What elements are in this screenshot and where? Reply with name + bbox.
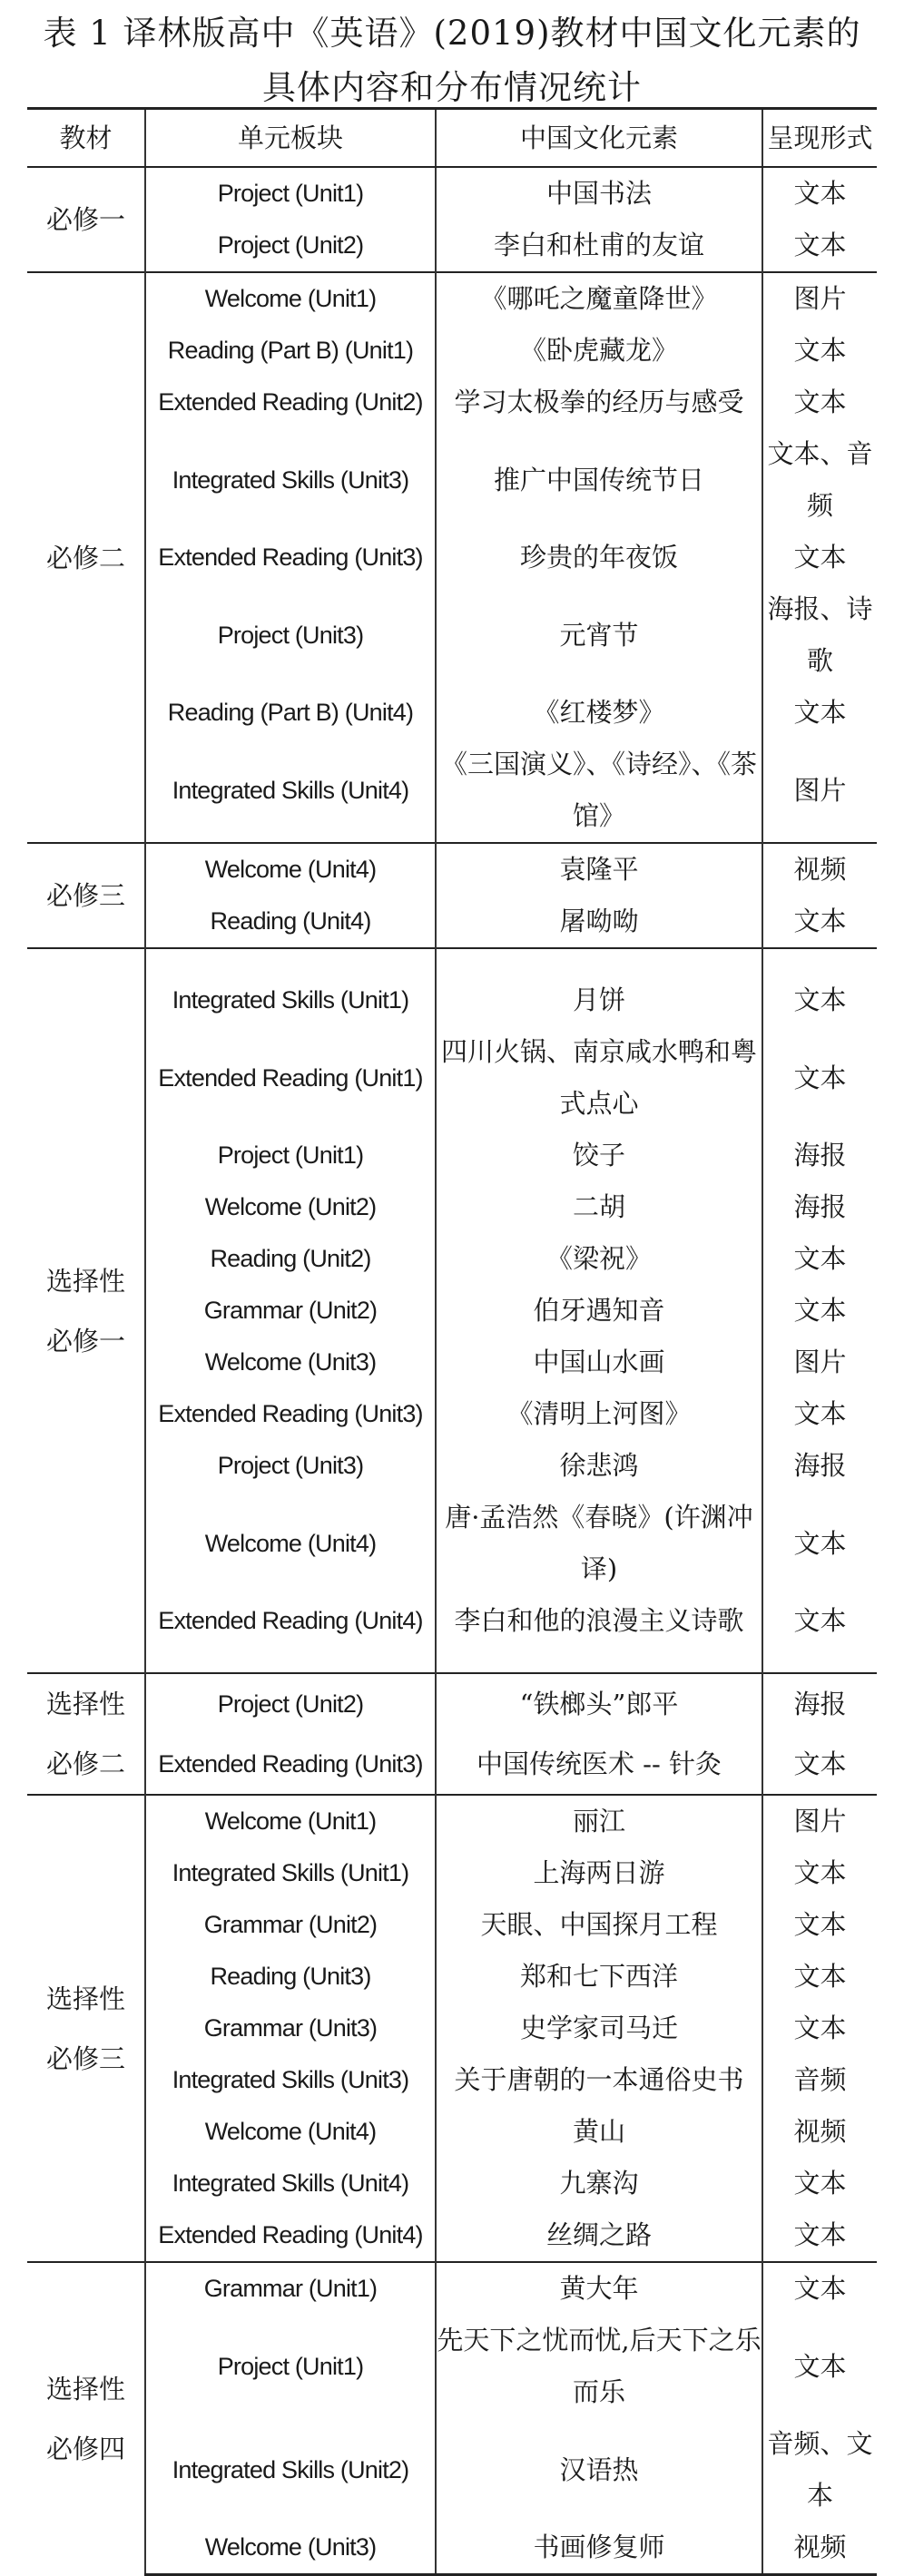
presentation-form-cell: 文本 (762, 220, 877, 272)
culture-element-cell: 九寨沟 (436, 2158, 762, 2209)
unit-cell: Project (Unit1) (145, 2315, 436, 2418)
textbook-name-text: 必修三 (45, 880, 125, 911)
presentation-form-cell: 文本 (762, 1951, 877, 2003)
culture-element-cell: 汉语热 (436, 2418, 762, 2522)
unit-cell: Project (Unit2) (145, 220, 436, 272)
table-row (27, 2054, 877, 2106)
culture-element-cell: “铁榔头”郎平 (436, 1673, 762, 1734)
header-presentation-form: 呈现形式 (762, 109, 877, 168)
culture-element-cell: 屠呦呦 (436, 896, 762, 948)
culture-element-cell: 学习太极拳的经历与感受 (436, 377, 762, 428)
table-row (27, 2106, 877, 2158)
table-row (27, 1233, 877, 1285)
textbook-name-text: 选择性必修四 (45, 2373, 125, 2464)
presentation-form-cell: 文本 (762, 1026, 877, 1130)
unit-cell: Reading (Unit2) (145, 1233, 436, 1285)
culture-element-cell: 中国山水画 (436, 1337, 762, 1388)
table-body (27, 167, 877, 2575)
culture-element-cell: 袁隆平 (436, 843, 762, 896)
table-row (27, 1795, 877, 1847)
presentation-form-cell: 视频 (762, 2522, 877, 2575)
presentation-form-cell: 文本 (762, 1233, 877, 1285)
textbook-name (27, 948, 145, 1673)
unit-cell: Extended Reading (Unit2) (145, 377, 436, 428)
unit-cell: Welcome (Unit3) (145, 2522, 436, 2575)
table-row (27, 1673, 877, 1734)
culture-element-cell: 徐悲鸿 (436, 1440, 762, 1492)
table-row (27, 1181, 877, 1233)
culture-element-cell: 李白和杜甫的友谊 (436, 220, 762, 272)
header-culture-element: 中国文化元素 (436, 109, 762, 168)
presentation-form-cell: 文本 (762, 377, 877, 428)
table-row (27, 843, 877, 896)
culture-element-cell: 四川火锅、南京咸水鸭和粤式点心 (436, 1026, 762, 1130)
table-row (27, 739, 877, 843)
culture-element-cell: 二胡 (436, 1181, 762, 1233)
culture-element-cell: 《梁祝》 (436, 1233, 762, 1285)
spacer-row (27, 948, 877, 975)
culture-element-cell: 唐·孟浩然《春晓》(许渊冲译) (436, 1492, 762, 1595)
presentation-form-cell: 海报、诗歌 (762, 583, 877, 687)
presentation-form-cell: 文本 (762, 1847, 877, 1899)
table-row (27, 896, 877, 948)
table-row (27, 1130, 877, 1181)
unit-cell: Welcome (Unit4) (145, 2106, 436, 2158)
presentation-form-cell: 音频、文本 (762, 2418, 877, 2522)
table-row (27, 1440, 877, 1492)
unit-cell: Reading (Unit3) (145, 1951, 436, 2003)
culture-element-cell: 丝绸之路 (436, 2209, 762, 2262)
spacer-cell (762, 948, 877, 975)
culture-element-cell: 中国书法 (436, 167, 762, 220)
culture-element-cell: 先天下之忧而忧,后天下之乐而乐 (436, 2315, 762, 2418)
unit-cell: Project (Unit1) (145, 167, 436, 220)
textbook-name-text: 选择性必修一 (45, 1265, 125, 1357)
presentation-form-cell: 文本 (762, 2158, 877, 2209)
unit-cell: Welcome (Unit2) (145, 1181, 436, 1233)
spacer-cell (762, 1647, 877, 1673)
unit-cell: Reading (Part B) (Unit1) (145, 325, 436, 377)
unit-cell: Project (Unit2) (145, 1673, 436, 1734)
culture-element-cell: 饺子 (436, 1130, 762, 1181)
table-row (27, 1595, 877, 1647)
textbook-name-text: 选择性必修三 (45, 1983, 125, 2074)
presentation-form-cell: 文本 (762, 1734, 877, 1795)
presentation-form-cell: 文本 (762, 2003, 877, 2054)
table-row (27, 975, 877, 1026)
presentation-form-cell: 海报 (762, 1440, 877, 1492)
presentation-form-cell: 文本 (762, 975, 877, 1026)
presentation-form-cell: 图片 (762, 739, 877, 843)
table-row (27, 220, 877, 272)
culture-element-cell: 珍贵的年夜饭 (436, 532, 762, 583)
presentation-form-cell: 图片 (762, 1337, 877, 1388)
presentation-form-cell: 海报 (762, 1673, 877, 1734)
textbook-name (27, 1673, 145, 1795)
table-row (27, 1951, 877, 2003)
unit-cell: Reading (Part B) (Unit4) (145, 687, 436, 739)
presentation-form-cell: 视频 (762, 843, 877, 896)
presentation-form-cell: 文本 (762, 1899, 877, 1951)
presentation-form-cell: 音频 (762, 2054, 877, 2106)
culture-element-cell: 推广中国传统节日 (436, 428, 762, 532)
table-row (27, 325, 877, 377)
culture-element-cell: 李白和他的浪漫主义诗歌 (436, 1595, 762, 1647)
culture-element-cell: 伯牙遇知音 (436, 1285, 762, 1337)
textbook-name (27, 272, 145, 843)
culture-element-cell: 书画修复师 (436, 2522, 762, 2575)
presentation-form-cell: 图片 (762, 1795, 877, 1847)
culture-element-cell: 关于唐朝的一本通俗史书 (436, 2054, 762, 2106)
textbook-name-text: 必修一 (45, 204, 125, 235)
presentation-form-cell: 图片 (762, 272, 877, 325)
unit-cell: Welcome (Unit1) (145, 272, 436, 325)
unit-cell: Project (Unit3) (145, 1440, 436, 1492)
textbook-name (27, 1795, 145, 2262)
table-row (27, 1492, 877, 1595)
unit-cell: Grammar (Unit1) (145, 2262, 436, 2315)
unit-cell: Integrated Skills (Unit4) (145, 739, 436, 843)
unit-cell: Reading (Unit4) (145, 896, 436, 948)
textbook-name-text: 必修二 (45, 542, 125, 573)
unit-cell: Extended Reading (Unit4) (145, 1595, 436, 1647)
unit-cell: Welcome (Unit1) (145, 1795, 436, 1847)
table-row (27, 2262, 877, 2315)
table-row (27, 2418, 877, 2522)
table-row (27, 1734, 877, 1795)
culture-element-cell: 《清明上河图》 (436, 1388, 762, 1440)
presentation-form-cell: 海报 (762, 1181, 877, 1233)
table-row (27, 272, 877, 325)
unit-cell: Extended Reading (Unit4) (145, 2209, 436, 2262)
presentation-form-cell: 文本 (762, 1285, 877, 1337)
presentation-form-cell: 文本 (762, 325, 877, 377)
presentation-form-cell: 文本 (762, 1595, 877, 1647)
unit-cell: Extended Reading (Unit1) (145, 1026, 436, 1130)
textbook-name-text: 选择性必修二 (45, 1689, 125, 1779)
presentation-form-cell: 文本 (762, 167, 877, 220)
table-row (27, 1026, 877, 1130)
unit-cell: Welcome (Unit3) (145, 1337, 436, 1388)
unit-cell: Integrated Skills (Unit3) (145, 2054, 436, 2106)
header-textbook: 教材 (27, 109, 145, 168)
unit-cell: Integrated Skills (Unit1) (145, 975, 436, 1026)
table-row (27, 1388, 877, 1440)
table-row (27, 1337, 877, 1388)
unit-cell: Integrated Skills (Unit1) (145, 1847, 436, 1899)
presentation-form-cell: 文本 (762, 2315, 877, 2418)
spacer-row (27, 1647, 877, 1673)
culture-element-cell: 中国传统医术 -- 针灸 (436, 1734, 762, 1795)
header-unit: 单元板块 (145, 109, 436, 168)
textbook-name (27, 2262, 145, 2575)
table-row (27, 1847, 877, 1899)
presentation-form-cell: 文本 (762, 2262, 877, 2315)
culture-element-cell: 史学家司马迁 (436, 2003, 762, 2054)
presentation-form-cell: 视频 (762, 2106, 877, 2158)
culture-elements-table (27, 107, 877, 2576)
table-row (27, 687, 877, 739)
table-title-line-2: 具体内容和分布情况统计 (262, 68, 642, 107)
unit-cell: Grammar (Unit2) (145, 1899, 436, 1951)
culture-element-cell: 月饼 (436, 975, 762, 1026)
table-row (27, 2209, 877, 2262)
culture-element-cell: 《三国演义》、《诗经》、《茶馆》 (436, 739, 762, 843)
unit-cell: Project (Unit1) (145, 1130, 436, 1181)
table-row (27, 2315, 877, 2418)
header-row (27, 109, 877, 168)
culture-element-cell: 黄山 (436, 2106, 762, 2158)
culture-element-cell: 黄大年 (436, 2262, 762, 2315)
presentation-form-cell: 文本 (762, 687, 877, 739)
culture-element-cell: 《卧虎藏龙》 (436, 325, 762, 377)
spacer-cell (436, 1647, 762, 1673)
table-row (27, 377, 877, 428)
unit-cell: Grammar (Unit3) (145, 2003, 436, 2054)
unit-cell: Integrated Skills (Unit3) (145, 428, 436, 532)
unit-cell: Extended Reading (Unit3) (145, 532, 436, 583)
culture-element-cell: 郑和七下西洋 (436, 1951, 762, 2003)
unit-cell: Extended Reading (Unit3) (145, 1388, 436, 1440)
culture-element-cell: 丽江 (436, 1795, 762, 1847)
spacer-cell (145, 948, 436, 975)
unit-cell: Extended Reading (Unit3) (145, 1734, 436, 1795)
presentation-form-cell: 文本 (762, 1492, 877, 1595)
presentation-form-cell: 文本 (762, 532, 877, 583)
presentation-form-cell: 文本 (762, 896, 877, 948)
presentation-form-cell: 文本 (762, 1388, 877, 1440)
table-row (27, 1899, 877, 1951)
culture-element-cell: 上海两日游 (436, 1847, 762, 1899)
unit-cell: Welcome (Unit4) (145, 1492, 436, 1595)
unit-cell: Integrated Skills (Unit4) (145, 2158, 436, 2209)
table-row (27, 532, 877, 583)
textbook-name (27, 843, 145, 948)
table-row (27, 1285, 877, 1337)
presentation-form-cell: 文本 (762, 2209, 877, 2262)
table-row (27, 2522, 877, 2575)
table-row (27, 583, 877, 687)
spacer-cell (436, 948, 762, 975)
table-row (27, 2003, 877, 2054)
culture-element-cell: 元宵节 (436, 583, 762, 687)
unit-cell: Integrated Skills (Unit2) (145, 2418, 436, 2522)
table-row (27, 428, 877, 532)
unit-cell: Project (Unit3) (145, 583, 436, 687)
culture-element-cell: 《哪吒之魔童降世》 (436, 272, 762, 325)
textbook-name (27, 167, 145, 272)
presentation-form-cell: 海报 (762, 1130, 877, 1181)
unit-cell: Grammar (Unit2) (145, 1285, 436, 1337)
culture-element-cell: 《红楼梦》 (436, 687, 762, 739)
spacer-cell (145, 1647, 436, 1673)
unit-cell: Welcome (Unit4) (145, 843, 436, 896)
presentation-form-cell: 文本、音频 (762, 428, 877, 532)
table-title-line-1: 表 1 译林版高中《英语》(2019)教材中国文化元素的 (43, 14, 861, 53)
culture-element-cell: 天眼、中国探月工程 (436, 1899, 762, 1951)
table-row (27, 167, 877, 220)
table-row (27, 2158, 877, 2209)
